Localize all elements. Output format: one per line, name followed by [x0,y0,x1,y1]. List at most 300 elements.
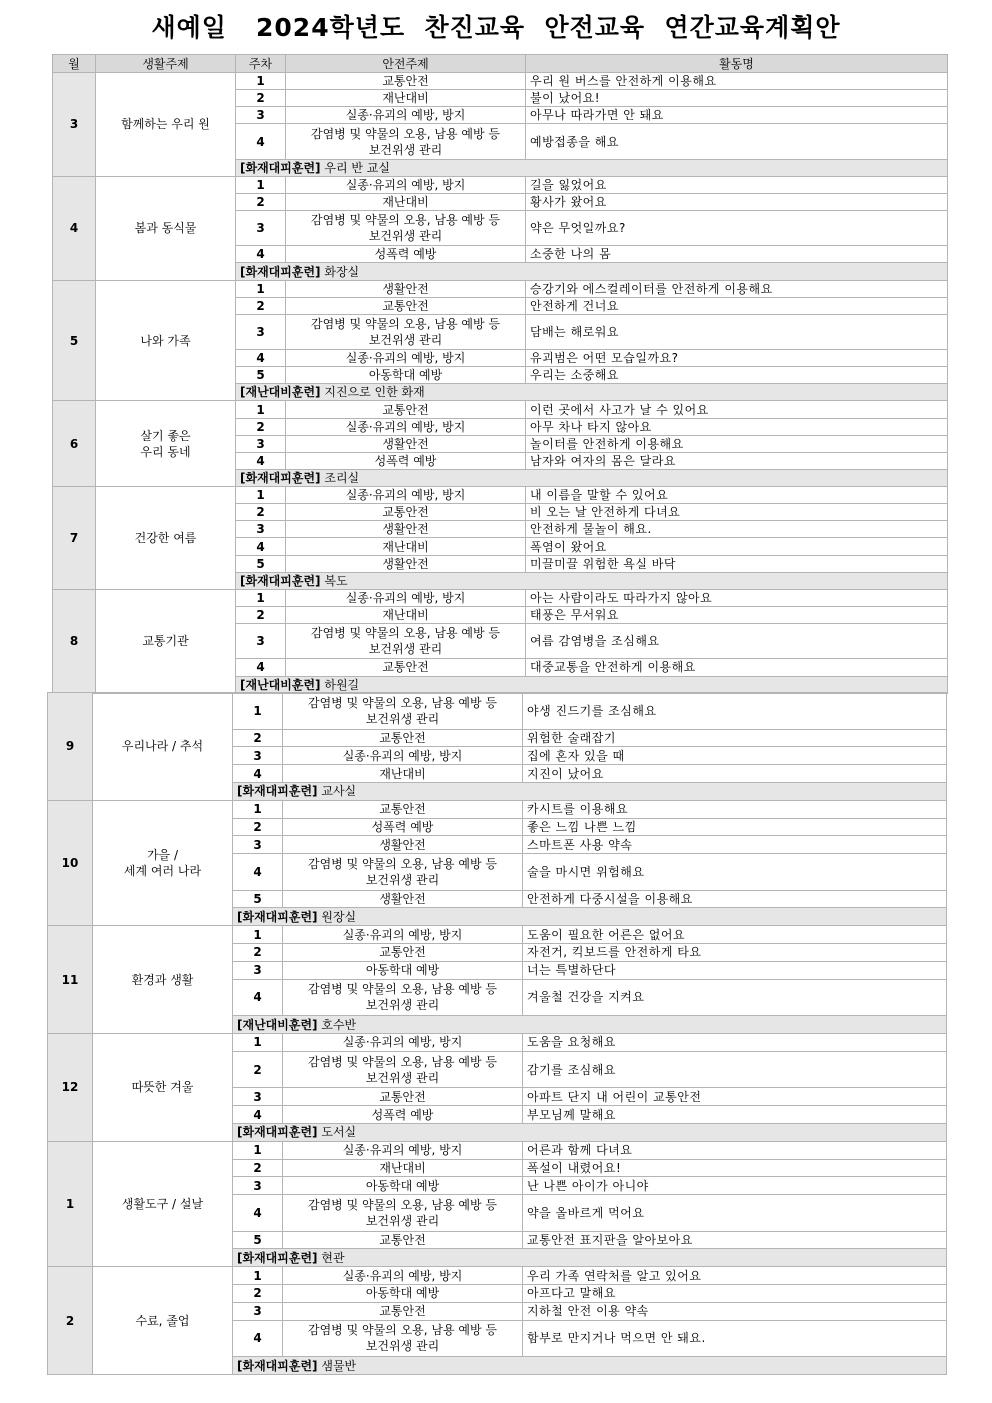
topic-cell [283,1159,523,1177]
week-cell: 4 [233,1106,283,1124]
drill-tag: [화재대피훈련] [240,264,321,279]
week-cell: 3 [236,314,286,349]
activity-cell: 너는 특별하단다 [523,961,947,979]
header-theme: 생활주제 [96,55,236,73]
drill-place: 현관 [321,1250,345,1265]
drill-tag: [화재대피훈련] [240,573,321,588]
week-cell: 4 [236,350,286,367]
activity-cell: 겨울철 건강을 지켜요 [523,979,947,1016]
topic-cell [286,401,526,418]
month-cell: 7 [53,487,96,590]
theme-line: 나와 가족 [140,333,191,348]
topic-line: 생활안전 [382,281,429,296]
topic-cell [286,435,526,452]
table-header-row [53,55,948,73]
topic-line: 실종·유괴의 예방, 방지 [345,108,466,123]
topic-cell [283,926,523,944]
activity-cell: 태풍은 무서워요 [526,606,948,623]
topic-line: 생활안전 [379,892,426,907]
month-cell: 10 [48,800,93,926]
topic-cell [283,747,523,765]
drill-tag: [화재대피훈련] [237,909,318,924]
page-title: 새예일 2024학년도 찬진교육 안전교육 연간교육계획안 [151,13,841,42]
theme-line: 우리나라 / 추석 [121,739,204,754]
theme-line: 함께하는 우리 원 [121,117,210,132]
topic-line: 성폭력 예방 [374,453,437,468]
topic-line: 실종·유괴의 예방, 방지 [342,927,463,942]
drill-place: 호수반 [321,1017,357,1032]
week-cell: 5 [236,367,286,384]
topic-line: 재난대비 [379,1160,426,1175]
topic-cell [286,624,526,659]
drill-tag: [화재대피훈련] [237,1250,318,1265]
topic-line: 실종·유괴의 예방, 방지 [345,351,466,366]
theme-line: 건강한 여름 [134,530,197,545]
table-row [48,926,947,944]
topic-cell [283,944,523,962]
topic-line: 교통안전 [379,1304,426,1319]
drill-place: 조리실 [324,471,360,486]
activity-cell: 소중한 나의 몸 [526,246,948,263]
header-activity: 활동명 [526,55,948,73]
topic-line: 아동학대 예방 [368,368,443,383]
week-cell: 4 [233,979,283,1016]
topic-cell [283,979,523,1016]
drill-place: 도서실 [321,1125,357,1140]
week-cell: 1 [233,693,283,730]
topic-line: 실종·유괴의 예방, 방지 [345,177,466,192]
topic-line: 아동학대 예방 [365,963,440,978]
month-cell: 2 [48,1267,93,1375]
drill-tag: [재난대비훈련] [237,1017,318,1032]
table-row [48,693,947,730]
week-cell: 1 [236,280,286,297]
activity-cell: 자전거, 킥보드를 안전하게 타요 [523,944,947,962]
week-cell: 3 [233,836,283,854]
drill-cell [233,908,947,926]
topic-cell [286,487,526,504]
activity-cell: 내 이름을 말할 수 있어요 [526,487,948,504]
month-cell: 1 [48,1141,93,1267]
month-cell: 4 [53,176,96,280]
activity-cell: 난 나쁜 아이가 아니야 [523,1177,947,1195]
topic-cell [286,538,526,555]
topic-cell [286,555,526,572]
theme-line: 수료, 졸업 [135,1313,190,1328]
week-cell: 4 [233,1195,283,1232]
topic-cell [286,193,526,210]
topic-cell [286,589,526,606]
month-cell: 8 [53,589,96,693]
topic-line: 아동학대 예방 [365,1286,440,1301]
topic-line: 실종·유괴의 예방, 방지 [345,590,466,605]
topic-line: 감염병 및 약물의 오용, 남용 예방 등 [311,316,500,331]
activity-cell: 이런 곳에서 사고가 날 수 있어요 [526,401,948,418]
week-cell: 4 [236,452,286,469]
topic-line: 재난대비 [382,608,429,623]
week-cell: 4 [233,765,283,783]
topic-line: 교통안전 [382,660,429,675]
drill-tag: [화재대피훈련] [237,784,318,799]
topic-cell [283,1302,523,1320]
topic-cell [286,452,526,469]
topic-line: 재난대비 [382,539,429,554]
topic-cell [286,367,526,384]
topic-line: 실종·유괴의 예방, 방지 [342,748,463,763]
drill-cell [236,469,948,486]
theme-line: 따뜻한 겨울 [131,1080,194,1095]
topic-line: 성폭력 예방 [371,819,434,834]
activity-cell: 지하철 안전 이용 약속 [523,1302,947,1320]
table-row [48,1033,947,1051]
topic-line: 생활안전 [382,522,429,537]
week-cell: 4 [236,659,286,676]
drill-place: 원장실 [321,909,357,924]
activity-cell: 아무나 따라가면 안 돼요 [526,107,948,124]
topic-cell [283,1320,523,1357]
theme-cell [93,800,233,926]
week-cell: 1 [236,589,286,606]
topic-cell [283,1051,523,1088]
drill-tag: [재난대비훈련] [240,385,321,400]
activity-cell: 우리는 소중해요 [526,367,948,384]
drill-cell [236,384,948,401]
week-cell: 2 [236,418,286,435]
topic-cell [283,854,523,891]
activity-cell: 카시트를 이용해요 [523,800,947,818]
activity-cell: 어른과 함께 다녀요 [523,1141,947,1159]
topic-cell [286,90,526,107]
topic-line: 감염병 및 약물의 오용, 남용 예방 등 [311,126,500,141]
activity-cell: 우리 원 버스를 안전하게 이용해요 [526,73,948,90]
topic-line: 감염병 및 약물의 오용, 남용 예방 등 [308,982,497,997]
drill-place: 우리 반 교실 [324,160,390,175]
month-cell: 5 [53,280,96,401]
theme-cell [93,1267,233,1375]
topic-cell [286,176,526,193]
theme-cell [96,176,236,280]
topic-line: 실종·유괴의 예방, 방지 [342,1268,463,1283]
topic-line: 교통안전 [379,731,426,745]
table-row [48,1141,947,1159]
theme-line: 봄과 동식물 [134,221,197,236]
week-cell: 2 [233,818,283,836]
week-cell: 3 [233,1177,283,1195]
drill-place: 화장실 [324,264,360,279]
topic-cell [283,1033,523,1051]
activity-cell: 위험한 술래잡기 [523,729,947,747]
week-cell: 5 [233,890,283,908]
activity-cell: 비 오는 날 안전하게 다녀요 [526,504,948,521]
week-cell: 3 [236,624,286,659]
drill-place: 하원길 [324,677,360,692]
activity-cell: 폭설이 내렸어요! [523,1159,947,1177]
topic-cell [283,961,523,979]
week-cell: 5 [236,555,286,572]
week-cell: 1 [236,401,286,418]
topic-cell [283,1177,523,1195]
activity-cell: 교통안전 표지판을 알아보아요 [523,1231,947,1249]
topic-cell [283,693,523,730]
drill-cell [236,159,948,176]
month-cell: 3 [53,73,96,177]
topic-cell [286,350,526,367]
topic-line: 보건위생 관리 [365,1339,440,1354]
topic-cell [286,659,526,676]
topic-line: 감염병 및 약물의 오용, 남용 예방 등 [308,1323,497,1338]
topic-line: 재난대비 [382,91,429,106]
week-cell: 1 [236,176,286,193]
drill-cell [233,1123,947,1141]
theme-cell [96,487,236,590]
week-cell: 3 [236,521,286,538]
activity-cell: 야생 진드기를 조심해요 [523,693,947,730]
table-row [48,1267,947,1285]
topic-cell [283,800,523,818]
activity-cell: 집에 혼자 있을 때 [523,747,947,765]
topic-cell [283,1141,523,1159]
topic-line: 성폭력 예방 [374,247,437,262]
topic-line: 교통안전 [382,402,429,417]
week-cell: 2 [233,729,283,747]
table-row [53,176,948,193]
topic-cell [283,836,523,854]
drill-place: 샘물반 [321,1358,357,1373]
week-cell: 3 [233,1088,283,1106]
activity-cell: 예방접종을 해요 [526,124,948,159]
header-week: 주차 [236,55,286,73]
theme-line: 살기 좋은 [140,428,191,443]
week-cell: 1 [233,926,283,944]
activity-cell: 도움이 필요한 어른은 없어요 [523,926,947,944]
activity-cell: 안전하게 물놀이 해요. [526,521,948,538]
topic-line: 보건위생 관리 [368,142,443,157]
topic-line: 교통안전 [379,945,426,960]
theme-line: 우리 동네 [140,444,191,459]
topic-line: 재난대비 [382,194,429,209]
drill-cell [233,1249,947,1267]
activity-cell: 감기를 조심해요 [523,1051,947,1088]
topic-line: 실종·유괴의 예방, 방지 [345,419,466,434]
topic-cell [283,1088,523,1106]
theme-cell [93,1033,233,1141]
month-cell: 12 [48,1033,93,1141]
drill-tag: [화재대피훈련] [237,1358,318,1373]
topic-line: 보건위생 관리 [368,642,443,657]
activity-cell: 황사가 왔어요 [526,193,948,210]
plan-table-upper [52,54,948,694]
topic-cell [286,211,526,246]
activity-cell: 놀이터를 안전하게 이용해요 [526,435,948,452]
plan-table-lower [47,692,947,1375]
topic-line: 보건위생 관리 [365,1213,440,1228]
topic-line: 교통안전 [379,802,426,817]
theme-cell [93,1141,233,1267]
activity-cell: 약을 올바르게 먹어요 [523,1195,947,1232]
month-cell: 9 [48,693,93,801]
topic-cell [286,107,526,124]
drill-cell [233,1357,947,1375]
topic-line: 생활안전 [382,436,429,451]
activity-cell: 폭염이 왔어요 [526,538,948,555]
week-cell: 4 [236,246,286,263]
topic-line: 감염병 및 약물의 오용, 남용 예방 등 [311,626,500,641]
topic-cell [286,606,526,623]
activity-cell: 안전하게 다중시설을 이용해요 [523,890,947,908]
activity-cell: 여름 감염병을 조심해요 [526,624,948,659]
week-cell: 2 [233,1159,283,1177]
table-row [53,487,948,504]
month-cell: 11 [48,926,93,1034]
topic-line: 재난대비 [379,766,426,781]
drill-place: 교사실 [321,784,357,799]
topic-line: 교통안전 [379,1089,426,1104]
drill-tag: [재난대비훈련] [240,677,321,692]
activity-cell: 스마트폰 사용 약속 [523,836,947,854]
activity-cell: 아는 사람이라도 따라가지 않아요 [526,589,948,606]
topic-cell [286,73,526,90]
activity-cell: 담배는 해로워요 [526,314,948,349]
topic-line: 실종·유괴의 예방, 방지 [342,1035,463,1050]
topic-line: 보건위생 관리 [365,1070,440,1085]
topic-cell [283,1267,523,1285]
theme-cell [93,693,233,801]
table-row [53,73,948,90]
topic-cell [283,1285,523,1303]
theme-cell [93,926,233,1034]
week-cell: 4 [233,1320,283,1357]
topic-line: 생활안전 [379,837,426,852]
week-cell: 2 [236,504,286,521]
activity-cell: 남자와 여자의 몸은 달라요 [526,452,948,469]
activity-cell: 우리 가족 연락처를 알고 있어요 [523,1267,947,1285]
activity-cell: 미끌미끌 위험한 욕실 바닥 [526,555,948,572]
topic-cell [283,1195,523,1232]
week-cell: 2 [233,1285,283,1303]
theme-line: 환경과 생활 [131,972,194,987]
topic-cell [283,818,523,836]
week-cell: 2 [233,1051,283,1088]
week-cell: 4 [236,124,286,159]
drill-cell [233,1016,947,1034]
week-cell: 1 [236,73,286,90]
topic-line: 보건위생 관리 [368,229,443,244]
topic-line: 아동학대 예방 [365,1178,440,1193]
topic-line: 보건위생 관리 [368,332,443,347]
topic-line: 생활안전 [382,556,429,571]
topic-cell [286,246,526,263]
week-cell: 5 [233,1231,283,1249]
week-cell: 2 [233,944,283,962]
topic-cell [283,1106,523,1124]
topic-cell [286,124,526,159]
activity-cell: 함부로 만지거나 먹으면 안 돼요. [523,1320,947,1357]
topic-line: 실종·유괴의 예방, 방지 [345,488,466,503]
topic-line: 감염병 및 약물의 오용, 남용 예방 등 [308,1054,497,1069]
drill-cell [236,676,948,694]
header-month: 월 [53,55,96,73]
drill-tag: [화재대피훈련] [237,1125,318,1140]
theme-cell [96,73,236,177]
activity-cell: 아무 차나 타지 않아요 [526,418,948,435]
drill-tag: [화재대피훈련] [240,471,321,486]
drill-place: 지진으로 인한 화재 [324,385,425,400]
topic-line: 교통안전 [379,1233,426,1248]
activity-cell: 좋은 느낌 나쁜 느낌 [523,818,947,836]
table-row [53,401,948,418]
theme-line: 생활도구 / 설날 [121,1196,204,1211]
topic-cell [286,297,526,314]
activity-cell: 유괴범은 어떤 모습일까요? [526,350,948,367]
activity-cell: 아프다고 말해요 [523,1285,947,1303]
topic-cell [283,1231,523,1249]
week-cell: 4 [236,538,286,555]
topic-cell [286,280,526,297]
topic-cell [286,314,526,349]
drill-place: 복도 [324,573,348,588]
week-cell: 3 [236,435,286,452]
theme-cell [96,280,236,401]
topic-cell [286,521,526,538]
week-cell: 1 [236,487,286,504]
activity-cell: 술을 마시면 위험해요 [523,854,947,891]
week-cell: 3 [236,107,286,124]
topic-line: 감염병 및 약물의 오용, 남용 예방 등 [308,856,497,871]
header-topic: 안전주제 [286,55,526,73]
drill-cell [236,572,948,589]
week-cell: 4 [233,854,283,891]
theme-cell [96,401,236,487]
week-cell: 2 [236,297,286,314]
topic-cell [283,890,523,908]
topic-line: 실종·유괴의 예방, 방지 [342,1143,463,1158]
activity-cell: 부모님께 말해요 [523,1106,947,1124]
topic-line: 교통안전 [382,74,429,89]
drill-tag: [화재대피훈련] [240,160,321,175]
activity-cell: 길을 잃었어요 [526,176,948,193]
table-row [53,589,948,606]
theme-line: 세계 여러 나라 [123,863,202,878]
month-cell: 6 [53,401,96,487]
topic-cell [286,418,526,435]
week-cell: 1 [233,1141,283,1159]
week-cell: 3 [233,1302,283,1320]
topic-cell [286,504,526,521]
activity-cell: 아파트 단지 내 어린이 교통안전 [523,1088,947,1106]
week-cell: 2 [236,606,286,623]
topic-cell [283,729,523,747]
activity-cell: 약은 무엇일까요? [526,211,948,246]
topic-line: 감염병 및 약물의 오용, 남용 예방 등 [311,213,500,228]
week-cell: 2 [236,90,286,107]
activity-cell: 승강기와 에스컬레이터를 안전하게 이용해요 [526,280,948,297]
topic-line: 감염병 및 약물의 오용, 남용 예방 등 [308,1197,497,1212]
week-cell: 2 [236,193,286,210]
theme-cell [96,589,236,693]
activity-cell: 안전하게 건너요 [526,297,948,314]
week-cell: 1 [233,1033,283,1051]
week-cell: 3 [236,211,286,246]
theme-line: 교통기관 [142,634,189,649]
topic-cell [283,765,523,783]
topic-line: 교통안전 [382,505,429,520]
drill-cell [236,263,948,280]
week-cell: 3 [233,961,283,979]
topic-line: 보건위생 관리 [365,711,440,726]
topic-line: 성폭력 예방 [371,1107,434,1122]
activity-cell: 대중교통을 안전하게 이용해요 [526,659,948,676]
theme-line: 가을 / [146,847,179,862]
